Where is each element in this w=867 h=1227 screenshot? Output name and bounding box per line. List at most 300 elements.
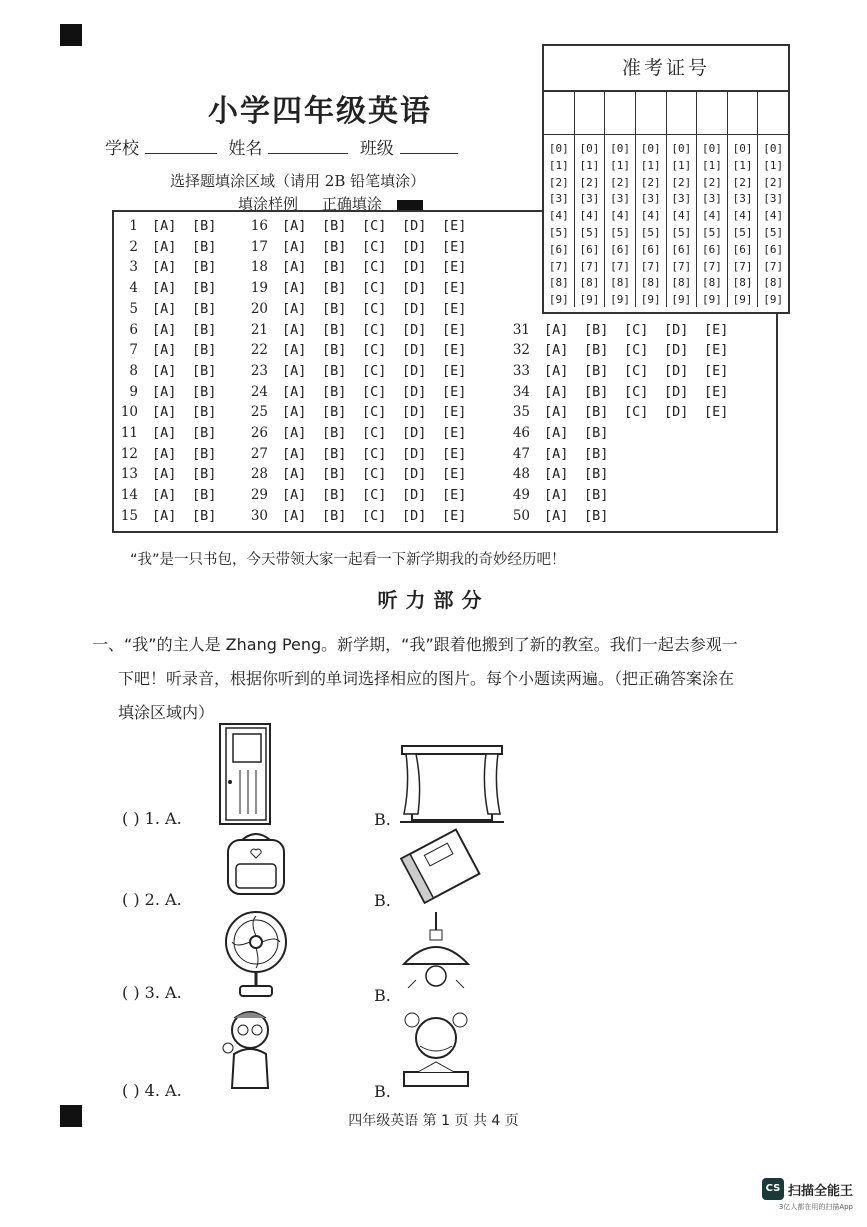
answer-option-bubble[interactable]: [A] (152, 507, 177, 524)
id-digit-bubble[interactable]: [6] (732, 242, 753, 256)
answer-row (244, 218, 482, 238)
id-digit-bubble[interactable]: [9] (548, 293, 569, 307)
door-icon (218, 722, 274, 828)
id-digit-bubble[interactable]: [5] (702, 225, 722, 239)
answer-option-bubble[interactable]: [A] (544, 404, 569, 421)
answer-option-bubble[interactable]: [D] (402, 238, 427, 255)
answer-option-bubble[interactable]: [B] (322, 404, 347, 421)
question-number: 18 (250, 259, 268, 276)
answer-option-bubble[interactable]: [B] (322, 300, 347, 317)
answer-option-bubble[interactable]: [A] (152, 300, 177, 317)
answer-option-bubble[interactable]: [B] (322, 280, 347, 297)
answer-option-bubble[interactable]: [B] (192, 342, 217, 359)
id-digit-bubble[interactable]: [6] (640, 242, 661, 256)
id-digit-bubble[interactable]: [4] (579, 209, 600, 223)
name-field[interactable] (268, 139, 348, 154)
id-digit-bubble[interactable]: [3] (671, 192, 692, 206)
id-digit-bubble[interactable]: [5] (671, 225, 692, 239)
answer-option-bubble[interactable]: [C] (362, 466, 387, 483)
window-curtain-icon (400, 744, 504, 828)
answer-option-bubble[interactable]: [B] (584, 487, 609, 504)
id-digit-bubble[interactable]: [2] (579, 175, 600, 189)
answer-option-bubble[interactable]: [B] (192, 404, 217, 421)
id-digit-bubble[interactable]: [2] (548, 175, 569, 189)
answer-option-bubble[interactable]: [A] (282, 507, 307, 524)
id-digit-bubble[interactable]: [8] (579, 276, 600, 290)
answer-option-bubble[interactable]: [D] (402, 425, 427, 441)
answer-option-bubble[interactable]: [A] (152, 404, 177, 421)
id-digit-bubble[interactable]: [1] (732, 158, 753, 172)
answer-option-bubble[interactable]: [A] (152, 487, 177, 504)
answer-option-bubble[interactable]: [D] (402, 259, 427, 276)
answer-option-bubble[interactable]: [D] (664, 383, 689, 400)
id-digit-bubble[interactable]: [0] (579, 142, 600, 155)
answer-option-bubble[interactable]: [A] (152, 342, 177, 359)
answer-option-bubble[interactable]: [B] (322, 362, 347, 379)
answer-option-bubble[interactable]: [A] (544, 362, 569, 379)
answer-option-bubble[interactable]: [C] (362, 342, 387, 359)
answer-option-bubble[interactable]: [E] (442, 383, 467, 400)
answer-option-bubble[interactable]: [E] (704, 362, 729, 379)
answer-option-bubble[interactable]: [B] (192, 259, 217, 276)
answer-option-bubble[interactable]: [C] (362, 259, 387, 276)
answer-option-bubble[interactable]: [E] (704, 383, 729, 400)
question-4-label: ( ) 4. A. (122, 1081, 182, 1100)
id-digit-bubble[interactable]: [5] (763, 225, 784, 239)
answer-option-bubble[interactable]: [B] (584, 445, 609, 462)
answer-option-bubble[interactable]: [A] (282, 466, 307, 483)
answer-option-bubble[interactable]: [E] (442, 362, 467, 379)
answer-row (114, 384, 232, 404)
answer-option-bubble[interactable]: [A] (282, 362, 307, 379)
answer-option-bubble[interactable]: [A] (152, 383, 177, 400)
id-digit-bubble[interactable]: [6] (763, 242, 784, 256)
id-cell[interactable] (636, 92, 667, 134)
answer-option-bubble[interactable]: [A] (282, 383, 307, 400)
answer-row (114, 259, 232, 279)
id-digit-column (728, 135, 759, 307)
id-digit-bubble[interactable]: [1] (702, 158, 722, 172)
answer-option-bubble[interactable]: [E] (442, 300, 467, 317)
class-field[interactable] (400, 139, 458, 154)
answer-option-bubble[interactable]: [D] (402, 280, 427, 297)
question-number: 10 (120, 404, 138, 421)
answer-row (244, 487, 482, 507)
answer-option-bubble[interactable]: [E] (442, 425, 467, 441)
answer-row (506, 508, 624, 528)
question-number: 31 (512, 321, 530, 338)
answer-option-bubble[interactable]: [E] (442, 238, 467, 255)
question-number: 27 (250, 445, 268, 462)
answer-option-bubble[interactable]: [E] (442, 259, 467, 276)
answer-row (114, 487, 232, 507)
id-digit-bubble[interactable]: [7] (671, 259, 692, 273)
answer-option-bubble[interactable]: [D] (402, 507, 427, 524)
answer-option-bubble[interactable]: [C] (624, 342, 649, 359)
answer-option-bubble[interactable]: [D] (402, 321, 427, 338)
answer-option-bubble[interactable]: [B] (584, 507, 609, 524)
question-number: 35 (512, 404, 530, 421)
answer-option-bubble[interactable]: [C] (362, 404, 387, 421)
answer-option-bubble[interactable]: [D] (664, 321, 689, 338)
answer-option-bubble[interactable]: [C] (362, 507, 387, 524)
answer-row (506, 342, 744, 362)
answer-option-bubble[interactable]: [B] (584, 404, 609, 421)
answer-option-bubble[interactable]: [C] (362, 321, 387, 338)
answer-option-bubble[interactable]: [B] (322, 259, 347, 276)
id-digit-bubble[interactable]: [0] (640, 142, 661, 155)
answer-option-bubble[interactable]: [B] (322, 383, 347, 400)
answer-option-bubble[interactable]: [A] (152, 445, 177, 462)
watermark-text: 扫描全能王 (787, 1183, 853, 1199)
id-digit-bubble[interactable]: [0] (732, 142, 753, 155)
answer-option-bubble[interactable]: [A] (282, 445, 307, 462)
id-digit-bubble[interactable]: [8] (763, 276, 784, 290)
light-icon (400, 910, 480, 996)
answer-option-bubble[interactable]: [B] (192, 383, 217, 400)
id-digit-bubble[interactable]: [8] (732, 276, 753, 290)
answer-row (244, 301, 482, 321)
id-digit-bubble[interactable]: [2] (702, 175, 722, 189)
question-number: 1 (129, 218, 138, 234)
id-digit-bubble[interactable]: [9] (579, 293, 600, 307)
id-digit-bubble[interactable]: [1] (548, 158, 569, 172)
id-digit-bubble[interactable]: [7] (610, 259, 630, 273)
question-number: 15 (120, 507, 138, 524)
id-digit-bubble[interactable]: [3] (732, 192, 753, 206)
answer-option-bubble[interactable]: [C] (362, 383, 387, 400)
id-digit-bubble[interactable]: [1] (610, 158, 630, 172)
answer-option-bubble[interactable]: [A] (152, 425, 177, 441)
answer-option-bubble[interactable]: [E] (442, 280, 467, 297)
answer-option-bubble[interactable]: [C] (624, 362, 649, 379)
answer-option-bubble[interactable]: [A] (282, 425, 307, 441)
answer-row (244, 259, 482, 279)
answer-row (114, 322, 232, 342)
exam-id-box (542, 44, 790, 314)
id-digit-bubble[interactable]: [0] (763, 142, 784, 155)
answer-option-bubble[interactable]: [E] (442, 445, 467, 462)
answer-option-bubble[interactable]: [E] (442, 321, 467, 338)
answer-option-bubble[interactable]: [B] (322, 445, 347, 462)
answer-option-bubble[interactable]: [C] (362, 425, 387, 441)
answer-option-bubble[interactable]: [B] (584, 425, 609, 441)
answer-option-bubble[interactable]: [B] (192, 445, 217, 462)
id-digit-bubble[interactable]: [8] (548, 276, 569, 290)
answer-option-bubble[interactable]: [A] (282, 404, 307, 421)
answer-option-bubble[interactable]: [D] (664, 342, 689, 359)
answer-option-bubble[interactable]: [B] (584, 466, 609, 483)
answer-option-bubble[interactable]: [B] (192, 507, 217, 524)
answer-option-bubble[interactable]: [B] (192, 321, 217, 338)
id-digit-bubble[interactable]: [3] (610, 192, 630, 206)
id-digit-bubble[interactable]: [4] (763, 209, 784, 223)
answer-option-bubble[interactable]: [A] (282, 218, 307, 234)
id-digit-bubble[interactable]: [2] (763, 175, 784, 189)
id-digit-bubble[interactable]: [8] (671, 276, 692, 290)
answer-option-bubble[interactable]: [B] (192, 238, 217, 255)
id-digit-bubble[interactable]: [4] (640, 209, 661, 223)
id-cell[interactable] (758, 92, 788, 134)
id-digit-bubble[interactable]: [9] (763, 293, 784, 307)
answer-row (244, 280, 482, 300)
question-number: 6 (129, 321, 138, 338)
question-2-label: ( ) 2. A. (122, 890, 182, 909)
answer-option-bubble[interactable]: [E] (442, 218, 467, 234)
id-digit-bubble[interactable]: [9] (640, 293, 661, 307)
answer-option-bubble[interactable]: [B] (584, 383, 609, 400)
id-digit-column (758, 135, 788, 307)
answer-option-bubble[interactable]: [E] (704, 342, 729, 359)
id-digit-bubble[interactable]: [7] (579, 259, 600, 273)
answer-option-bubble[interactable]: [E] (442, 342, 467, 359)
id-digit-column (667, 135, 698, 307)
id-digit-bubble[interactable]: [6] (702, 242, 722, 256)
id-digit-bubble[interactable]: [8] (640, 276, 661, 290)
id-digit-bubble[interactable]: [0] (671, 142, 692, 155)
question-1-b-label: B. (374, 810, 391, 829)
answer-option-bubble[interactable]: [A] (544, 321, 569, 338)
id-digit-bubble[interactable]: [1] (671, 158, 692, 172)
answer-option-bubble[interactable]: [A] (152, 259, 177, 276)
answer-row (114, 301, 232, 321)
id-digit-bubble[interactable]: [5] (732, 225, 753, 239)
id-digit-bubble[interactable]: [8] (610, 276, 630, 290)
id-digit-bubble[interactable]: [4] (671, 209, 692, 223)
answer-option-bubble[interactable]: [B] (192, 362, 217, 379)
id-digit-bubble[interactable]: [4] (732, 209, 753, 223)
answer-option-bubble[interactable]: [B] (322, 218, 347, 234)
id-digit-bubble[interactable]: [9] (671, 293, 692, 307)
id-digit-column (544, 135, 575, 307)
id-digit-bubble[interactable]: [2] (671, 175, 692, 189)
answer-option-bubble[interactable]: [D] (402, 342, 427, 359)
answer-option-bubble[interactable]: [B] (584, 321, 609, 338)
id-digit-bubble[interactable]: [9] (702, 293, 722, 307)
answer-option-bubble[interactable]: [B] (584, 362, 609, 379)
answer-option-bubble[interactable]: [E] (704, 321, 729, 338)
id-digit-bubble[interactable]: [5] (640, 225, 661, 239)
answer-option-bubble[interactable]: [B] (584, 342, 609, 359)
answer-option-bubble[interactable]: [D] (402, 487, 427, 504)
answer-option-bubble[interactable]: [A] (152, 238, 177, 255)
id-cell[interactable] (667, 92, 698, 134)
answer-option-bubble[interactable]: [D] (402, 218, 427, 234)
exam-id-title: 准考证号 (544, 46, 788, 92)
id-digit-bubble[interactable]: [9] (610, 293, 630, 307)
question-number: 32 (512, 342, 530, 359)
question-3-b-label: B. (374, 986, 391, 1005)
book-icon (398, 826, 488, 908)
id-cell[interactable] (697, 92, 728, 134)
id-digit-bubble[interactable]: [2] (640, 175, 661, 189)
answer-option-bubble[interactable]: [A] (544, 342, 569, 359)
id-digit-bubble[interactable]: [5] (610, 225, 630, 239)
id-digit-bubble[interactable]: [8] (702, 276, 722, 290)
id-digit-bubble[interactable]: [5] (548, 225, 569, 239)
answer-option-bubble[interactable]: [A] (282, 280, 307, 297)
registration-mark (60, 24, 82, 46)
question-number: 13 (120, 466, 138, 483)
id-digit-bubble[interactable]: [3] (579, 192, 600, 206)
answer-option-bubble[interactable]: [A] (544, 487, 569, 504)
question-number: 11 (120, 425, 138, 441)
exam-id-digits (544, 135, 788, 307)
fill-hint: 选择题填涂区域（请用 2B 铅笔填涂） (170, 172, 426, 190)
id-cell[interactable] (544, 92, 575, 134)
section-title: 听力部分 (377, 588, 490, 612)
answer-option-bubble[interactable]: [A] (282, 300, 307, 317)
answer-option-bubble[interactable]: [D] (402, 362, 427, 379)
answer-row (114, 218, 232, 238)
question-number: 30 (250, 507, 268, 524)
question-number: 14 (120, 487, 138, 504)
answer-option-bubble[interactable]: [A] (152, 280, 177, 297)
answer-option-bubble[interactable]: [A] (544, 425, 569, 441)
question-number: 3 (129, 259, 138, 276)
id-digit-bubble[interactable]: [2] (732, 175, 753, 189)
id-digit-bubble[interactable]: [3] (763, 192, 784, 206)
answer-option-bubble[interactable]: [C] (624, 404, 649, 421)
id-digit-bubble[interactable]: [6] (671, 242, 692, 256)
answer-option-bubble[interactable]: [D] (402, 300, 427, 317)
question-number: 23 (250, 362, 268, 379)
id-cell[interactable] (728, 92, 759, 134)
question-number: 48 (512, 466, 530, 483)
id-cell[interactable] (605, 92, 636, 134)
answer-option-bubble[interactable]: [C] (362, 362, 387, 379)
id-digit-bubble[interactable]: [3] (640, 192, 661, 206)
id-digit-bubble[interactable]: [7] (732, 259, 753, 273)
answer-option-bubble[interactable]: [E] (442, 404, 467, 421)
answer-option-bubble[interactable]: [D] (402, 383, 427, 400)
answer-option-bubble[interactable]: [D] (664, 404, 689, 421)
id-digit-bubble[interactable]: [0] (548, 142, 569, 155)
answer-option-bubble[interactable]: [E] (442, 507, 467, 524)
answer-option-bubble[interactable]: [E] (442, 487, 467, 504)
answer-row (506, 404, 744, 424)
answer-option-bubble[interactable]: [A] (152, 362, 177, 379)
class-label: 班级 (359, 139, 394, 159)
answer-option-bubble[interactable]: [E] (442, 466, 467, 483)
id-digit-bubble[interactable]: [0] (610, 142, 630, 155)
girl-reading-icon (396, 1008, 476, 1090)
question-number: 50 (512, 507, 530, 524)
answer-option-bubble[interactable]: [A] (544, 383, 569, 400)
id-digit-bubble[interactable]: [9] (732, 293, 753, 307)
answer-option-bubble[interactable]: [C] (362, 218, 387, 234)
answer-option-bubble[interactable]: [B] (322, 342, 347, 359)
answer-row (244, 508, 482, 528)
sample-label: 填涂样例 (238, 195, 299, 213)
answer-option-bubble[interactable]: [D] (664, 362, 689, 379)
answer-option-bubble[interactable]: [C] (362, 445, 387, 462)
id-digit-bubble[interactable]: [6] (548, 242, 569, 256)
answer-option-bubble[interactable]: [A] (282, 238, 307, 255)
answer-option-bubble[interactable]: [C] (362, 280, 387, 297)
answer-option-bubble[interactable]: [D] (402, 404, 427, 421)
answer-option-bubble[interactable]: [B] (322, 321, 347, 338)
answer-option-bubble[interactable]: [A] (544, 466, 569, 483)
answer-option-bubble[interactable]: [B] (322, 238, 347, 255)
answer-option-bubble[interactable]: [B] (192, 218, 217, 234)
answer-option-bubble[interactable]: [A] (282, 259, 307, 276)
answer-option-bubble[interactable]: [A] (152, 218, 177, 234)
question-number: 8 (129, 362, 138, 379)
answer-option-bubble[interactable]: [C] (362, 487, 387, 504)
answer-option-bubble[interactable]: [A] (544, 445, 569, 462)
question-number: 7 (129, 342, 138, 359)
answer-row (244, 466, 482, 486)
page-title: 小学四年级英语 (208, 94, 432, 129)
answer-row (114, 239, 232, 259)
id-cell[interactable] (575, 92, 606, 134)
school-label: 学校 (105, 139, 139, 159)
id-digit-bubble[interactable]: [2] (610, 175, 630, 189)
answer-option-bubble[interactable]: [B] (192, 280, 217, 297)
answer-option-bubble[interactable]: [C] (362, 300, 387, 317)
id-digit-bubble[interactable]: [1] (579, 158, 600, 172)
answer-option-bubble[interactable]: [A] (544, 507, 569, 524)
answer-option-bubble[interactable]: [A] (282, 321, 307, 338)
question-number: 21 (250, 321, 268, 338)
id-digit-bubble[interactable]: [7] (640, 259, 661, 273)
answer-option-bubble[interactable]: [A] (152, 466, 177, 483)
id-digit-bubble[interactable]: [7] (763, 259, 784, 273)
school-field[interactable] (145, 139, 217, 154)
id-digit-bubble[interactable]: [1] (640, 158, 661, 172)
id-digit-bubble[interactable]: [4] (702, 209, 722, 223)
answer-option-bubble[interactable]: [B] (322, 507, 347, 524)
answer-row (506, 363, 744, 383)
answer-option-bubble[interactable]: [A] (152, 321, 177, 338)
answer-option-bubble[interactable]: [C] (362, 238, 387, 255)
answer-option-bubble[interactable]: [C] (624, 383, 649, 400)
id-digit-bubble[interactable]: [7] (548, 259, 569, 273)
id-digit-bubble[interactable]: [6] (610, 242, 630, 256)
name-label: 姓名 (228, 139, 263, 159)
id-digit-bubble[interactable]: [7] (702, 259, 722, 273)
question-4-b-label: B. (374, 1082, 391, 1101)
id-digit-bubble[interactable]: [4] (548, 209, 569, 223)
answer-option-bubble[interactable]: [B] (322, 487, 347, 504)
answer-row (244, 425, 482, 445)
question-number: 28 (250, 466, 268, 483)
answer-option-bubble[interactable]: [B] (192, 487, 217, 504)
id-digit-bubble[interactable]: [3] (548, 192, 569, 206)
id-digit-bubble[interactable]: [3] (702, 192, 722, 206)
answer-row (506, 487, 624, 507)
question-3-label: ( ) 3. A. (122, 983, 182, 1002)
id-digit-bubble[interactable]: [6] (579, 242, 600, 256)
answer-option-bubble[interactable]: [D] (402, 466, 427, 483)
id-digit-bubble[interactable]: [4] (610, 209, 630, 223)
answer-option-bubble[interactable]: [B] (322, 466, 347, 483)
answer-option-bubble[interactable]: [B] (192, 425, 217, 441)
answer-option-bubble[interactable]: [D] (402, 445, 427, 462)
answer-option-bubble[interactable]: [B] (322, 425, 347, 441)
answer-option-bubble[interactable]: [A] (282, 487, 307, 504)
answer-option-bubble[interactable]: [E] (704, 404, 729, 421)
answer-option-bubble[interactable]: [B] (192, 300, 217, 317)
exam-id-cells (544, 92, 788, 135)
id-digit-bubble[interactable]: [0] (702, 142, 722, 155)
answer-option-bubble[interactable]: [B] (192, 466, 217, 483)
answer-option-bubble[interactable]: [C] (624, 321, 649, 338)
answer-option-bubble[interactable]: [A] (282, 342, 307, 359)
id-digit-bubble[interactable]: [5] (579, 225, 600, 239)
id-digit-bubble[interactable]: [1] (763, 158, 784, 172)
